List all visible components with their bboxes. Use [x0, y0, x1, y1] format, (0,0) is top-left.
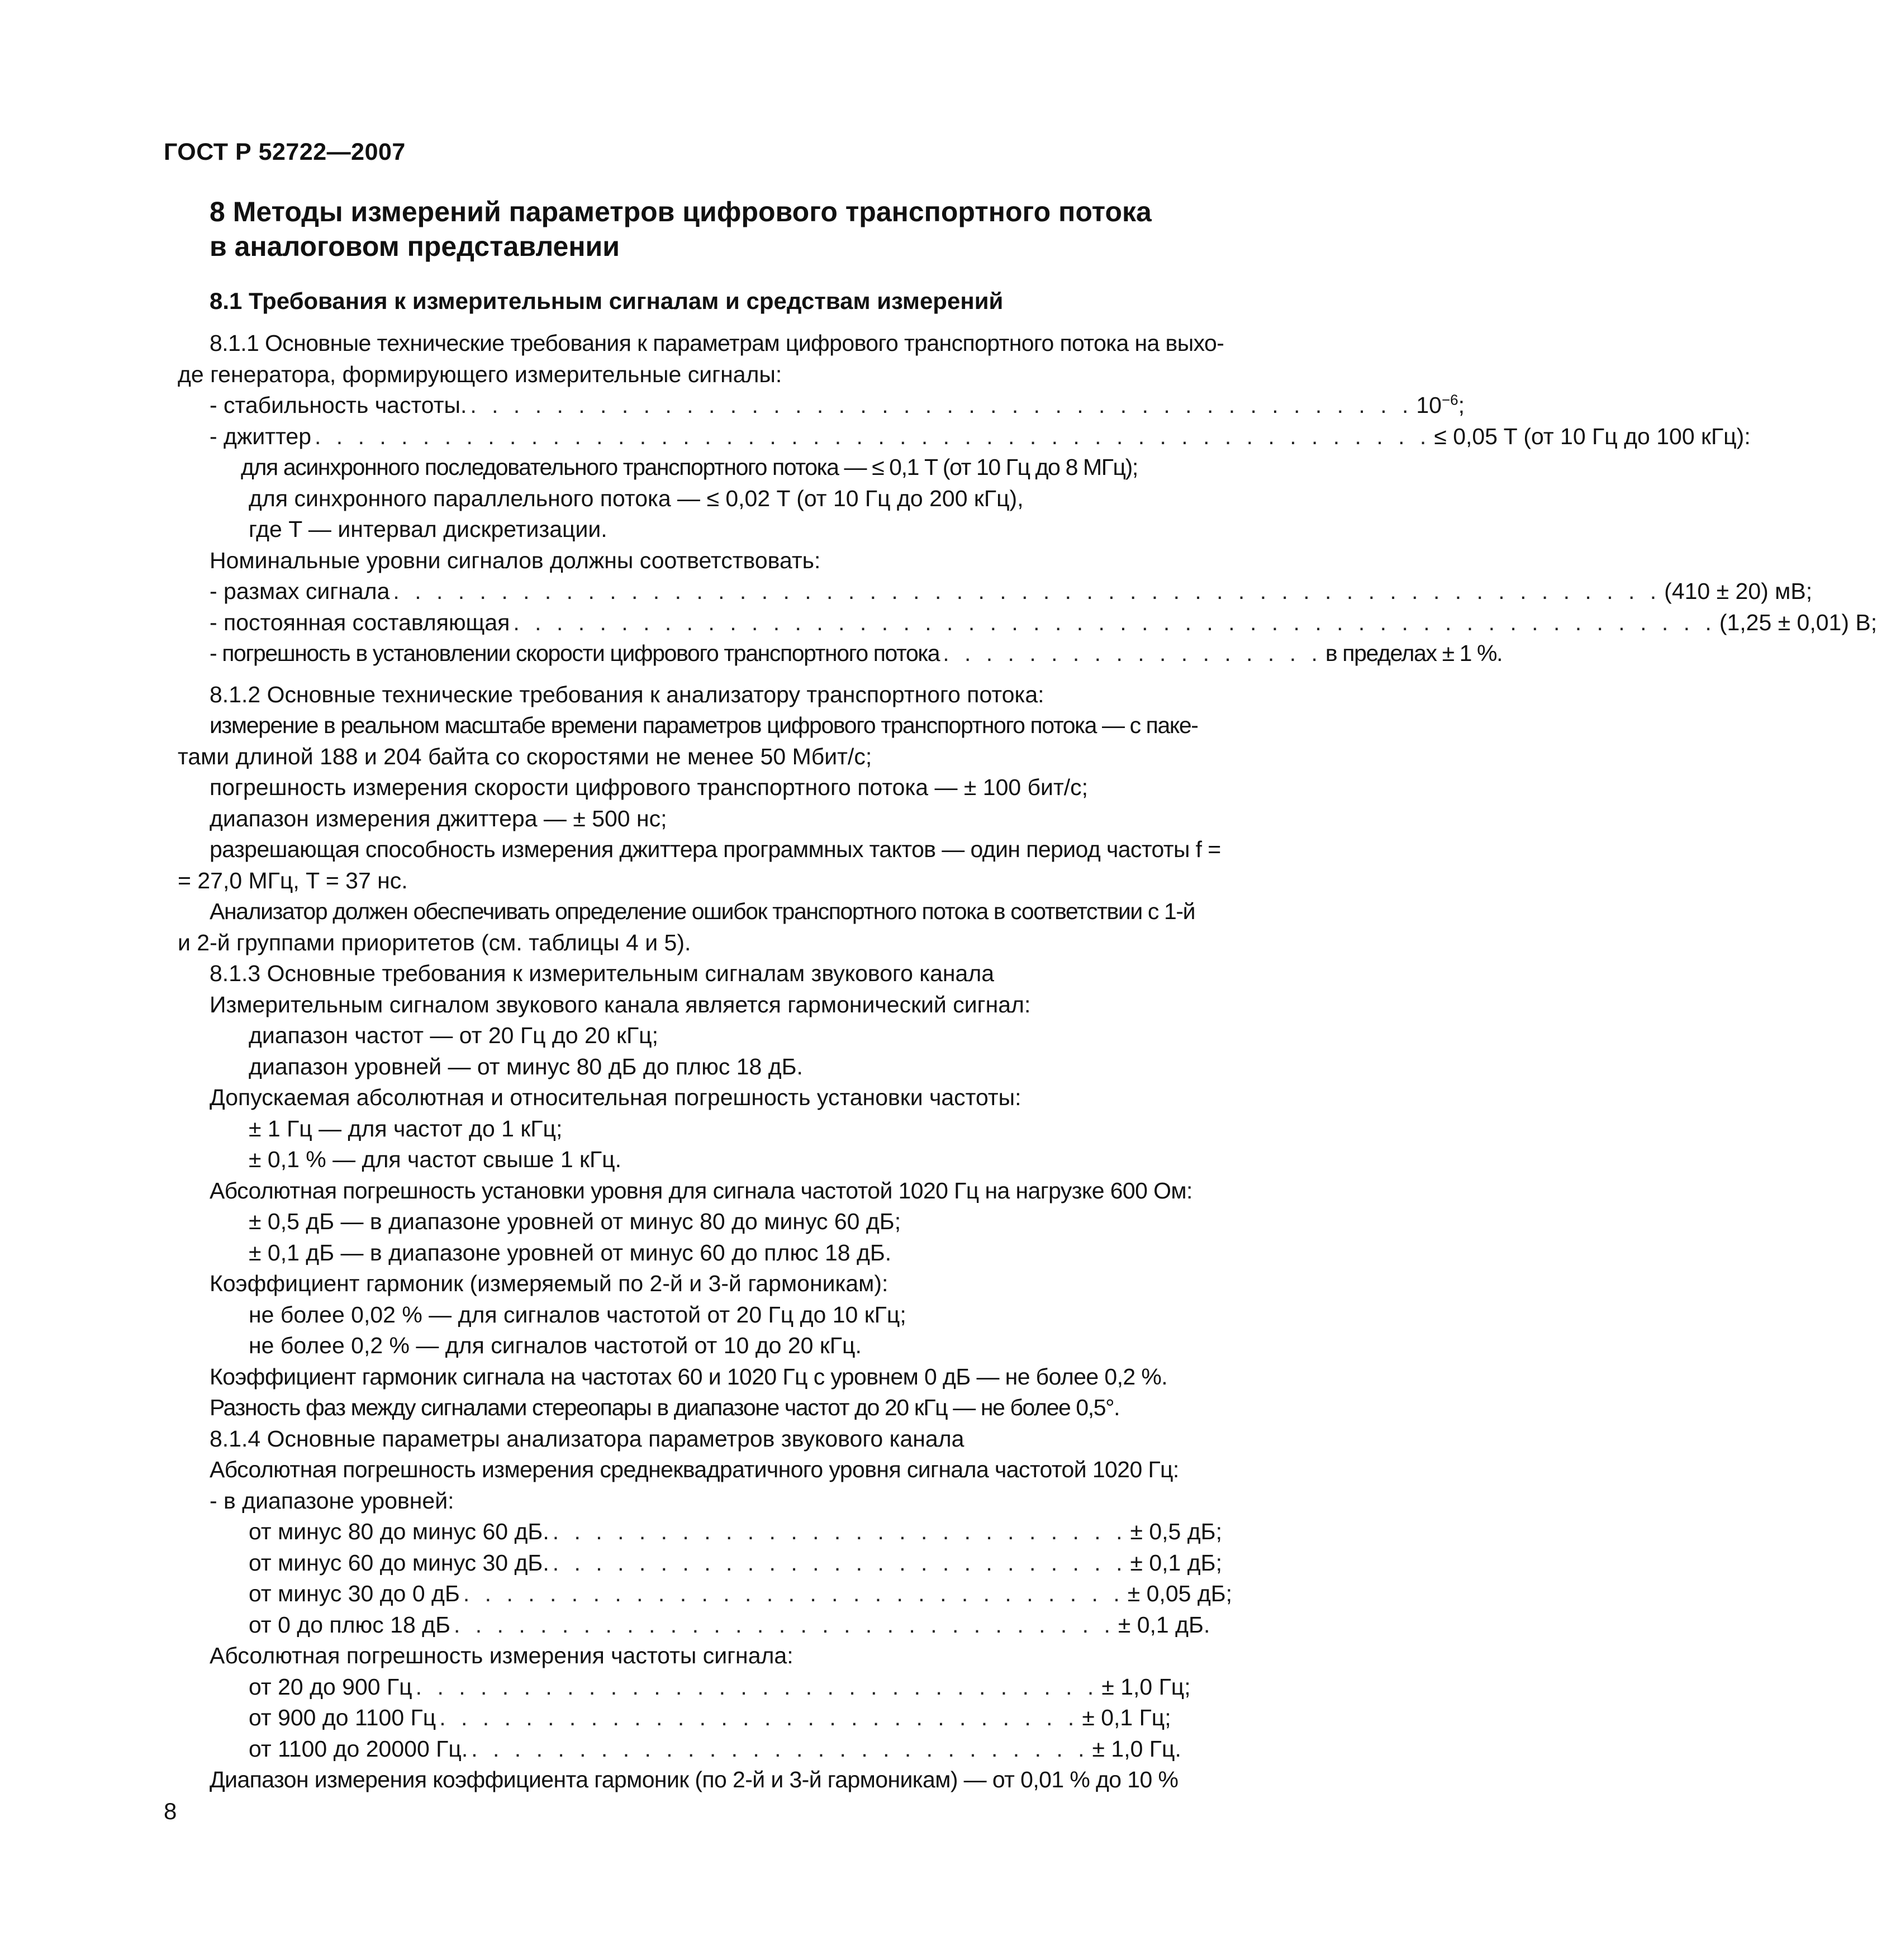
freq-value: ± 0,1 Гц;	[1082, 1705, 1171, 1730]
p812-line-3: тами длиной 188 и 204 байта со скоростями не менее 50 Мбит/с;	[178, 743, 872, 769]
section-title-line-2: в аналоговом представлении	[210, 231, 620, 262]
leader-dots: . . . . . . . . . . . . . . . . . . . . . . . . . . . . .	[471, 1735, 1089, 1762]
freq-row	[210, 1702, 1171, 1734]
section-title	[210, 194, 1271, 264]
p813-line-6: ± 1 Гц — для частот до 1 кГц;	[249, 1115, 563, 1141]
p812-line-4: погрешность измерения скорости цифрового транспортного потока — ± 100 бит/с;	[210, 774, 1089, 800]
rate-value: в пределах ± 1 %.	[1325, 640, 1503, 666]
p813-line-10: ± 0,1 дБ — в диапазоне уровней от минус 60 до плюс 18 дБ.	[249, 1239, 892, 1266]
stability-row	[210, 390, 1465, 421]
p814-line-2: Абсолютная погрешность измерения среднеквадратичного уровня сигнала частотой 1020 Гц:	[210, 1457, 1179, 1482]
p813-line-15: Разность фаз между сигналами стереопары в диапазоне частот до 20 кГц — не более 0,5°.	[210, 1395, 1120, 1420]
freq-label: от 1100 до 20000 Гц.	[249, 1735, 468, 1762]
level-value: ± 0,05 дБ;	[1127, 1581, 1233, 1606]
p813-line-9: ± 0,5 дБ — в диапазоне уровней от минус 80 до минус 60 дБ;	[249, 1209, 901, 1234]
level-label: от 0 до плюс 18 дБ	[249, 1611, 450, 1638]
leader-dots: . . . . . . . . . . . . . . . . . .	[943, 640, 1322, 666]
leader-dots: . . . . . . . . . . . . . . . . . . . . . . . . . . . . . . .	[453, 1611, 1115, 1638]
stability-value: $10^{-6}$;	[1416, 391, 1465, 418]
jitter-value: ≤ 0,05 T (от 10 Гц до 100 кГц):	[1434, 423, 1751, 449]
rate-label: - погрешность в установлении скорости цифрового транспортного потока	[210, 640, 940, 666]
nominal-line: Номинальные уровни сигналов должны соответствовать:	[210, 547, 821, 573]
p812-line-7: = 27,0 МГц, T = 37 нс.	[178, 867, 408, 893]
level-label: от минус 80 до минус 60 дБ.	[249, 1519, 549, 1544]
rate-row	[210, 638, 1503, 669]
freq-label: от 900 до 1100 Гц	[249, 1705, 436, 1730]
freq-value: ± 1,0 Гц.	[1092, 1735, 1181, 1762]
p812-line-6: разрешающая способность измерения джиттера программных тактов — один период частоты f =	[210, 836, 1221, 862]
p813-line-13: не более 0,2 % — для сигналов частотой от 10 до 20 кГц.	[249, 1333, 862, 1358]
leader-dots: . . . . . . . . . . . . . . . . . . . . . . . . . . . . . . . . . . . . . . . . . . . . . . . . . . . . . . . . . . .	[393, 578, 1661, 604]
freq-value: ± 1,0 Гц;	[1101, 1673, 1191, 1700]
swing-label: - размах сигнала	[210, 578, 390, 604]
where-line: где T — интервал дискретизации.	[249, 516, 607, 542]
section-title-line-1: 8 Методы измерений параметров цифрового транспортного потока	[210, 196, 1152, 227]
p813-line-7: ± 0,1 % — для частот свыше 1 кГц.	[249, 1146, 622, 1172]
dc-value: (1,25 ± 0,01) В;	[1719, 609, 1877, 635]
sync-line: для синхронного параллельного потока — ≤ 0,02 T (от 10 Гц до 200 кГц),	[249, 485, 1024, 511]
p813-line-8: Абсолютная погрешность установки уровня для сигнала частотой 1020 Гц на нагрузке 600 Ом:	[210, 1177, 1192, 1203]
level-row	[210, 1578, 1233, 1610]
leader-dots: . . . . . . . . . . . . . . . . . . . . . . . . . . . . . . . . . . . . . . . . . . . . . . . . . . . . . . . .	[513, 609, 1716, 635]
p812-line-8: Анализатор должен обеспечивать определение ошибок транспортного потока в соответствии с 1-й	[210, 898, 1195, 924]
swing-value: (410 ± 20) мВ;	[1664, 578, 1813, 604]
freq-label: от 20 до 900 Гц	[249, 1673, 412, 1700]
level-value: ± 0,1 дБ.	[1118, 1611, 1210, 1638]
p813-line-11: Коэффициент гармоник (измеряемый по 2-й и 3-й гармоникам):	[210, 1271, 888, 1296]
p812-line-5: диапазон измерения джиттера — ± 500 нс;	[210, 805, 667, 831]
freq-heading: Абсолютная погрешность измерения частоты сигнала:	[210, 1643, 793, 1668]
leader-dots: . . . . . . . . . . . . . . . . . . . . . . . . . . .	[552, 1519, 1127, 1544]
p813-line-1: 8.1.3 Основные требования к измерительным сигналам звукового канала	[210, 960, 995, 986]
level-label: от минус 30 до 0 дБ	[249, 1581, 460, 1606]
document-body	[178, 328, 1877, 1796]
stability-label: - стабильность частоты.	[210, 392, 467, 418]
level-row	[210, 1548, 1222, 1579]
p813-line-14: Коэффициент гармоник сигнала на частотах 60 и 1020 Гц с уровнем 0 дБ — не более 0,2 %.	[210, 1363, 1168, 1390]
p814-last-line: Диапазон измерения коэффициента гармоник (по 2-й и 3-й гармоникам) — от 0,01 % до 10 %	[210, 1767, 1179, 1792]
leader-dots: . . . . . . . . . . . . . . . . . . . . . . . . . . . . . . . . . . . . . . . . . . . . . . . . . . . .	[315, 423, 1431, 449]
leader-dots: . . . . . . . . . . . . . . . . . . . . . . . . . . . . . .	[439, 1705, 1079, 1730]
p814-line-1: 8.1.4 Основные параметры анализатора параметров звукового канала	[210, 1425, 964, 1452]
leader-dots: . . . . . . . . . . . . . . . . . . . . . . . . . . . . . . . . . . . . . . . . . . . .	[470, 392, 1413, 418]
p813-line-12: не более 0,02 % — для сигналов частотой от 20 Гц до 10 кГц;	[249, 1301, 906, 1328]
p811-line-2: де генератора, формирующего измерительные сигналы:	[178, 361, 782, 387]
page-number: 8	[164, 1798, 177, 1824]
p814-line-3: - в диапазоне уровней:	[210, 1487, 454, 1514]
leader-dots: . . . . . . . . . . . . . . . . . . . . . . . . . . . . . . . .	[415, 1673, 1099, 1700]
leader-dots: . . . . . . . . . . . . . . . . . . . . . . . . . . . . . . .	[463, 1581, 1124, 1606]
jitter-label: - джиттер	[210, 423, 311, 449]
p812-line-1: 8.1.2 Основные технические требования к анализатору транспортного потока:	[210, 681, 1044, 707]
subsection-title: 8.1 Требования к измерительным сигналам и средствам измерений	[210, 288, 1004, 314]
level-value: ± 0,1 дБ;	[1130, 1549, 1222, 1576]
p813-line-4: диапазон уровней — от минус 80 дБ до плюс 18 дБ.	[249, 1053, 803, 1079]
p812-line-2: измерение в реальном масштабе времени параметров цифрового транспортного потока — с паке-	[210, 712, 1198, 738]
p811-line-1: 8.1.1 Основные технические требования к параметрам цифрового транспортного потока на выхо-	[210, 330, 1224, 356]
document-code: ГОСТ Р 52722—2007	[164, 139, 406, 165]
p813-line-3: диапазон частот — от 20 Гц до 20 кГц;	[249, 1022, 659, 1048]
jitter-row	[210, 421, 1751, 453]
p812-line-9: и 2-й группами приоритетов (см. таблицы 4 и 5).	[178, 929, 691, 955]
level-row	[210, 1516, 1222, 1548]
swing-row	[210, 576, 1813, 607]
async-line: для асинхронного последовательного транспортного потока — ≤ 0,1 T (от 10 Гц до 8 МГц);	[241, 454, 1138, 480]
dc-row	[210, 607, 1877, 639]
freq-row	[210, 1672, 1191, 1703]
p813-line-2: Измерительным сигналом звукового канала является гармонический сигнал:	[210, 991, 1031, 1017]
level-row	[210, 1610, 1210, 1641]
dc-label: - постоянная составляющая	[210, 609, 510, 635]
level-label: от минус 60 до минус 30 дБ.	[249, 1549, 549, 1576]
freq-row	[210, 1734, 1181, 1765]
level-value: ± 0,5 дБ;	[1130, 1519, 1222, 1544]
leader-dots: . . . . . . . . . . . . . . . . . . . . . . . . . . .	[552, 1549, 1127, 1576]
p813-line-5: Допускаемая абсолютная и относительная погрешность установки частоты:	[210, 1084, 1021, 1110]
